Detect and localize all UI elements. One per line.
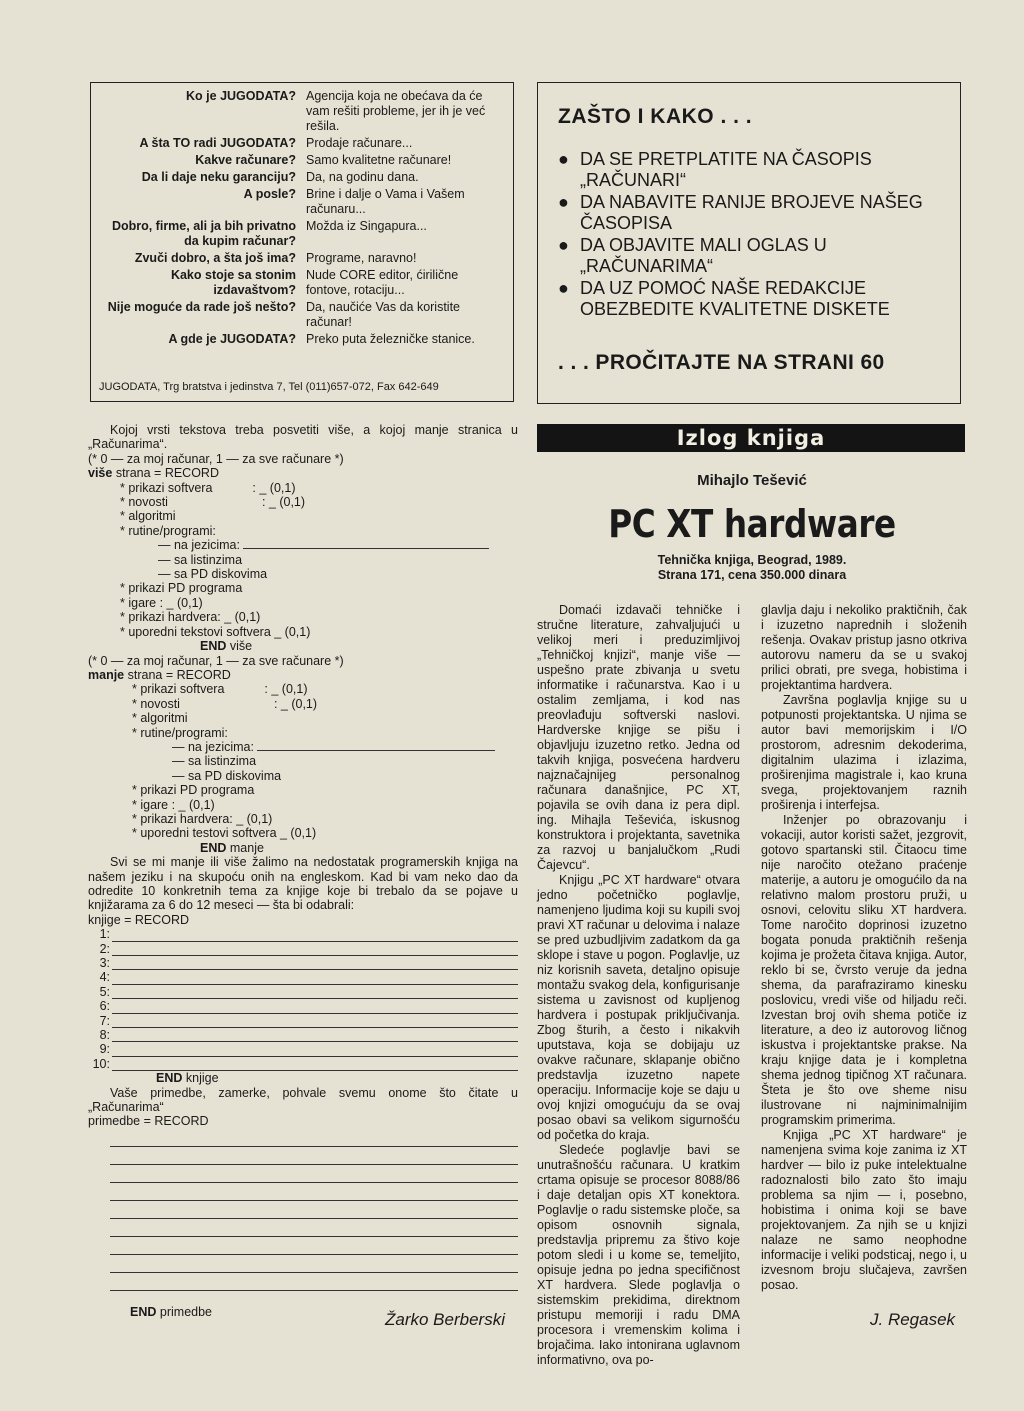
- reader-survey: [88, 423, 518, 1319]
- vise-record: više strana = RECORD: [88, 466, 219, 481]
- why-title: ZAŠTO I KAKO . . .: [558, 105, 753, 128]
- qa-list: [99, 89, 505, 347]
- manje-record: manje strana = RECORD: [88, 667, 231, 682]
- qa-row: [99, 136, 505, 151]
- qa-row: [99, 300, 505, 330]
- section-banner: Izlog knjiga: [537, 424, 965, 452]
- books-question: Svi se mi manje ili više žalimo na nedostatak programerskih knjiga na našem jeziku i na skupoću onih na engleskom. Kad bi vam neko dao da odredite 10 konkretnih tema za knjige koje bi trebalo da se pojave u knjižarama za 6 do 12 meseci — šta bi odabrali:: [88, 855, 518, 913]
- qa-answer: Programe, naravno!: [306, 251, 417, 265]
- why-item: ● DA SE PRETPLATITE NA ČASOPIS „RAČUNARI“: [558, 149, 872, 190]
- why-footer: . . . PROČITAJTE NA STRANI 60: [558, 351, 885, 374]
- review-paragraph: Domaći izdavači tehničke i stručne literature, zahvaljujući u velikoj meri i preduzimljivoj „Tehničkoj knjizi“, manje više — uspešno prate zbivanja u svetu informatike i računarstva. Kao i u ostalim zemljama, i kod nas preovlađuju softverski naslovi. Hardverske knjige se pišu i objavljuju izuzetno retko. Jedna od takvih knjiga, posvećena hardveru najznačajnijeg personalnog računara današnjice, PC XT, pojavila se ovih dana iz pera dipl. ing. Mihajla Teševića, iskusnog konstruktora i projektanta, savetnika za razvoj u banjalučkom „Rudi Čajevcu“.: [537, 603, 740, 872]
- review-paragraph: Sledeće poglavlje bavi se unutrašnošću računara. U kratkim crtama opisuje se procesor 8088/86 i daje detaljan opis XT konektora. Poglavlje o radu sistemske ploče, sa opisom osnovnih signala, predstavlja pripremu za štivo koje potom sledi i u kome se, temeljito, opisuje jedna po jedna specifičnost XT hardvera. Slede poglavlja o sistemskim prekidima, direktnom pristupu memoriji i radu DMA procesora i vremenskim kolima i brojačima. Iako intonirana uglavnom informativno, ova po-: [537, 1143, 740, 1367]
- jugodata-ad: [90, 82, 514, 402]
- book-publication-info: Tehnička knjiga, Beograd, 1989. Strana 171, cena 350.000 dinara: [657, 553, 847, 582]
- review-paragraph: Knjigu „PC XT hardware“ otvara jedno početničko poglavlje, namenjeno ljudima koji su kupili svoj pravi XT računar u delovima i nalaze se pred uzbudljivim zadatkom da ga sklope i stave u pogon. Poglavlje, uz niz korisnih saveta, detaljno opisuje montažu svakog dela, konfigurisanje sistema u zavisnost od kupljenog hardvera i postupak priključivanja. Zbog šturih, a često i nikakvih uputstava, koja se dobijaju uz ovakve računare, sklapanje obično predstavlja izuzetno napete operaciju. Informacije koje se daju u ovoj knjizi omogućuju da se ovaj posao obavi sa velikom sigurnošću od početka do kraja.: [537, 873, 740, 1142]
- field-algoritmi[interactable]: * algoritmi: [132, 711, 188, 726]
- book-entry-line[interactable]: 2:: [88, 942, 518, 956]
- qa-row: [99, 153, 505, 168]
- why-item: ● DA OBJAVITE MALI OGLAS U „RAČUNARIMA“: [558, 235, 827, 276]
- qa-answer: Preko puta železničke stanice.: [306, 332, 475, 346]
- field-prikazi[interactable]: * prikazi softvera : _ (0,1): [132, 682, 308, 697]
- qa-answer: Da, naučiće Vas da koristite računar!: [306, 300, 461, 329]
- book-lines: [88, 927, 518, 1071]
- qa-answer: Agencija koja ne obećava da će vam rešiti probleme, jer ih je već rešila.: [306, 89, 486, 133]
- field-igare[interactable]: * igare : _ (0,1): [120, 595, 203, 610]
- qa-question: Zvuči dobro, a šta još ima?: [134, 251, 296, 265]
- qa-question: Kakve računare?: [195, 153, 296, 167]
- qa-question: Da li daje neku garanciju?: [141, 170, 296, 184]
- knjige-record: knjige = RECORD: [88, 912, 190, 927]
- survey-intro: Kojoj vrsti tekstova treba posvetiti više, a kojoj manje stranica u „Računarima“.: [88, 423, 518, 452]
- ad-footer: JUGODATA, Trg bratstva i jedinstva 7, Tel (011)657-072, Fax 642-649: [99, 381, 439, 393]
- field-algoritmi[interactable]: * algoritmi: [120, 509, 176, 524]
- field-pd-diskovima[interactable]: — sa PD diskovima: [172, 768, 282, 783]
- field-novosti[interactable]: * novosti : _ (0,1): [120, 495, 306, 510]
- end-vise: END više: [200, 639, 253, 654]
- why-item: ● DA UZ POMOĆ NAŠE REDAKCIJE OBEZBEDITE KVALITETNE DISKETE: [558, 278, 890, 319]
- primedbe-record: primedbe = RECORD: [88, 1114, 209, 1129]
- qa-row: [99, 219, 505, 249]
- bullet-icon: ●: [558, 149, 569, 169]
- qa-answer: Da, na godinu dana.: [306, 170, 419, 184]
- book-author: Mihajlo Tešević: [697, 472, 807, 489]
- field-rutine: * rutine/programi:: [132, 725, 228, 740]
- why-item: ● DA NABAVITE RANIJE BROJEVE NAŠEG ČASOPISA: [558, 192, 923, 233]
- review-paragraph: Knjiga „PC XT hardware“ je namenjena svima koje zanima iz XT hardver — bilo iz puke intelektualne radoznalosti bilo zato što imaju problema sa njim — i, posebno, hobistima i onima koji se bave projektovanjem. Za njih se u knjizi nalaze ne samo neophodne informacije i veliki podsticaj, nego i, u izvesnom broju slučajeva, završen posao.: [761, 1128, 967, 1292]
- field-pd-programa[interactable]: * prikazi PD programa: [120, 581, 243, 596]
- review-signature: J. Regasek: [870, 1310, 956, 1329]
- qa-row: [99, 332, 505, 347]
- book-entry-line[interactable]: 8:: [88, 1028, 518, 1042]
- field-novosti[interactable]: * novosti : _ (0,1): [132, 696, 318, 711]
- qa-question: A posle?: [243, 187, 296, 201]
- book-entry-line[interactable]: 1:: [88, 927, 518, 941]
- qa-question: Nije moguće da rade još nešto?: [107, 300, 296, 314]
- survey-signature: Žarko Berberski: [385, 1310, 505, 1329]
- book-entry-line[interactable]: 4:: [88, 970, 518, 984]
- field-hardvera[interactable]: * prikazi hardvera: _ (0,1): [132, 811, 273, 826]
- review-paragraph: glavlja daju i nekoliko praktičnih, čak i izuzetno naprednih i složenih rešenja. Ovakav pristup jasno otkriva autorovu nameru da se u svakoj prilici obrati, pre svega, hobistima i projektantima hardvera.: [761, 603, 967, 692]
- end-knjige: END knjige: [156, 1071, 219, 1086]
- qa-row: [99, 170, 505, 185]
- survey-comment: (* 0 — za moj računar, 1 — za sve računare *): [88, 653, 344, 668]
- survey-comment: (* 0 — za moj računar, 1 — za sve računare *): [88, 451, 344, 466]
- field-hardvera[interactable]: * prikazi hardvera: _ (0,1): [120, 610, 261, 625]
- field-prikazi[interactable]: * prikazi softvera : _ (0,1): [120, 480, 296, 495]
- bullet-icon: ●: [558, 192, 569, 212]
- qa-question: Kako stoje sa stonim izdavaštvom?: [170, 268, 296, 297]
- review-paragraph: Inženjer po obrazovanju i vokaciji, autor koristi sažet, jezgrovit, gotovo spartanski stil. Čitaocu time nije naročito otežano praćenje materije, a autoru je omogućilo da na relativno malom prostoru pruži, u osnovi, celovitu sliku XT hardvera. Tome naročito doprinosi izuzetno bogata ponuda praktičnih rešenja kojima je prožeta čitava knjiga. Autor, reklo bi se, čvrsto veruje da jedna shema, da parafraziramo kinesku poslovicu, vredi više od hiljadu reči. Izvestan broj ovih shema potiče iz literature, a deo iz autorovog ličnog iskustva i projektantske prakse. Na kraju knjige data je i kompletna shema jednog tipičnog XT računara. Šteta je što ove sheme nisu ilustrovane ni najminimalnijim programskim primerima.: [761, 813, 967, 1127]
- field-pd-diskovima[interactable]: — sa PD diskovima: [158, 567, 268, 582]
- subscription-box: [537, 82, 961, 404]
- bullet-icon: ●: [558, 278, 569, 298]
- end-primedbe: END primedbe: [130, 1304, 213, 1319]
- review-column-1: [537, 603, 740, 1368]
- qa-answer: Brine i dalje o Vama i Vašem računaru...: [306, 187, 465, 216]
- field-listinzima[interactable]: — sa listinzima: [172, 754, 257, 769]
- qa-row: [99, 89, 505, 134]
- qa-question: A šta TO radi JUGODATA?: [139, 136, 296, 150]
- field-uporedni[interactable]: * uporedni testovi softvera _ (0,1): [132, 826, 317, 841]
- field-uporedni[interactable]: * uporedni tekstovi softvera _ (0,1): [120, 624, 311, 639]
- review-paragraph: Završna poglavlja knjige su u potpunosti projektantska. U njima se autor bavi memorijskim i I/O prostorom, adresnim dekoderima, digitalnim ulazima i izlazima, proširenjima magistrale i, kao kruna svega, projektovanjem raznih proširenja i interfejsa.: [761, 693, 967, 812]
- qa-answer: Samo kvalitetne računare!: [306, 153, 452, 167]
- bullet-icon: ●: [558, 235, 569, 255]
- field-jezicima[interactable]: — na jezicima:: [88, 740, 518, 754]
- qa-row: [99, 268, 505, 298]
- qa-row: [99, 251, 505, 266]
- qa-row: [99, 187, 505, 217]
- book-entry-line[interactable]: 10:: [88, 1057, 518, 1071]
- book-entry-line[interactable]: 5:: [88, 985, 518, 999]
- qa-answer: Nude CORE editor, ćirilične fontove, rotaciju...: [306, 268, 459, 297]
- qa-answer: Možda iz Singapura...: [306, 219, 427, 233]
- end-manje: END manje: [200, 840, 264, 855]
- book-entry-line[interactable]: 3:: [88, 956, 518, 970]
- why-list: [558, 149, 942, 320]
- review-column-2: [761, 603, 967, 1293]
- remarks-question: Vaše primedbe, zamerke, pohvale svemu onome što čitate u „Računarima“: [88, 1085, 518, 1114]
- field-igare[interactable]: * igare : _ (0,1): [132, 797, 215, 812]
- field-jezicima[interactable]: — na jezicima:: [88, 538, 518, 552]
- qa-question: Dobro, firme, ali ja bih privatno da kupim računar?: [111, 219, 296, 248]
- book-entry-line[interactable]: 9:: [88, 1042, 518, 1056]
- book-entry-line[interactable]: 6:: [88, 999, 518, 1013]
- remarks-lines[interactable]: [88, 1129, 518, 1291]
- field-pd-programa[interactable]: * prikazi PD programa: [132, 783, 255, 798]
- qa-question: A gde je JUGODATA?: [168, 332, 296, 346]
- field-listinzima[interactable]: — sa listinzima: [158, 552, 243, 567]
- book-entry-line[interactable]: 7:: [88, 1014, 518, 1028]
- qa-question: Ko je JUGODATA?: [186, 89, 296, 103]
- book-title: PC XT hardware: [608, 502, 896, 546]
- qa-answer: Prodaje računare...: [306, 136, 413, 150]
- field-rutine: * rutine/programi:: [120, 523, 216, 538]
